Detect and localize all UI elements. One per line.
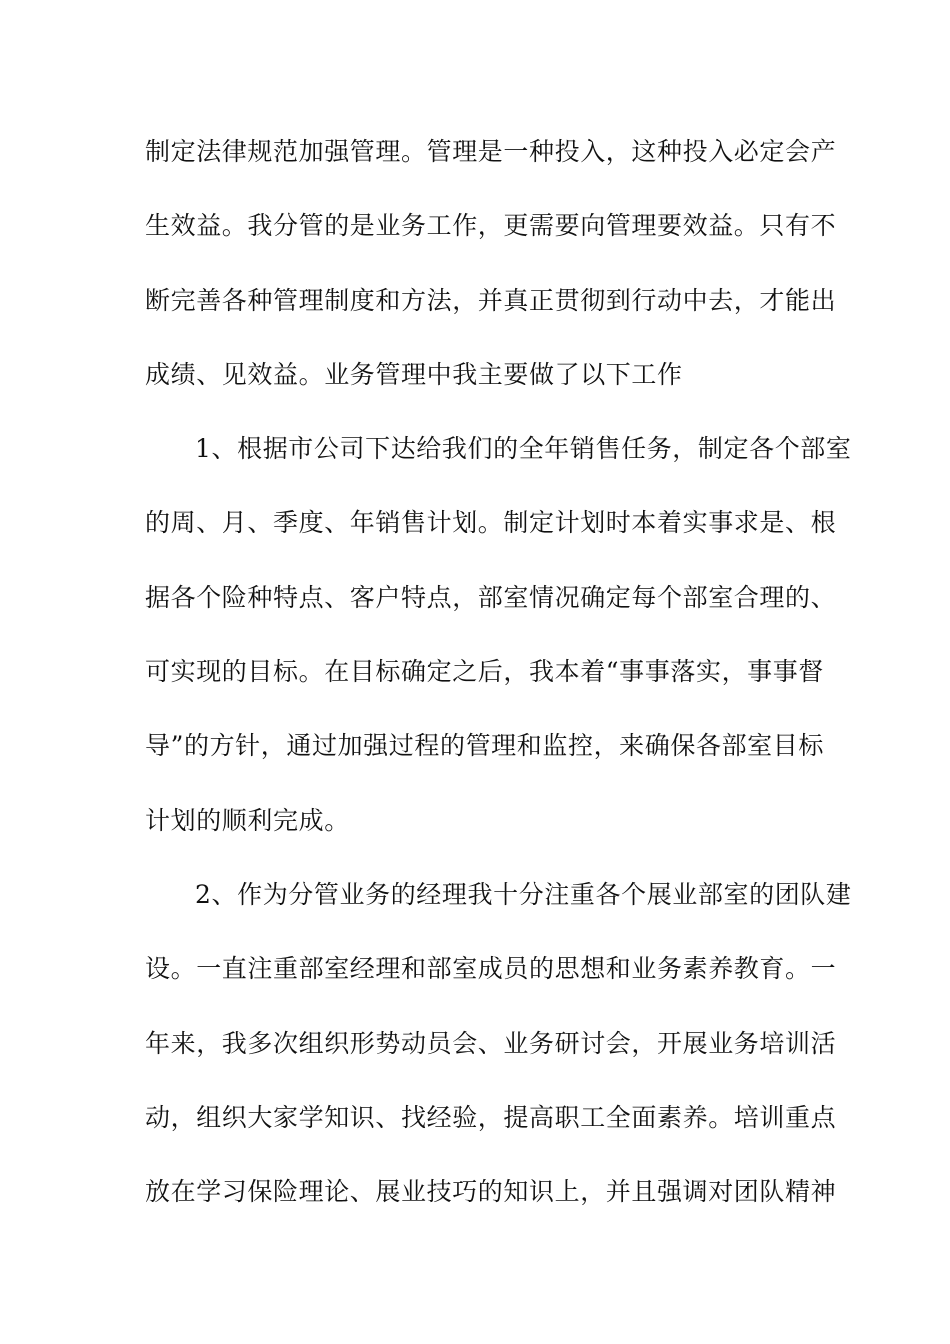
paragraph-3-line-3: 年来，我多次组织形势动员会、业务研讨会，开展业务培训活	[145, 1028, 837, 1058]
paragraph-3-line-2: 设。一直注重部室经理和部室成员的思想和业务素养教育。一	[145, 954, 837, 984]
document-body	[145, 127, 852, 1241]
paragraph-2-line-3: 据各个险种特点、客户特点，部室情况确定每个部室合理的、	[145, 582, 837, 612]
paragraph-1-line-3: 断完善各种管理制度和方法，并真正贯彻到行动中去，才能出	[145, 285, 837, 315]
paragraph-3-line-1: 2、作为分管业务的经理我十分注重各个展业部室的团队建	[195, 879, 852, 909]
paragraph-2-line-1: 1、根据市公司下达给我们的全年销售任务，制定各个部室	[195, 434, 852, 464]
paragraph-2-line-5: 导”的方针，通过加强过程的管理和监控，来确保各部室目标	[145, 731, 824, 761]
paragraph-2-line-4: 可实现的目标。在目标确定之后，我本着“事事落实，事事督	[145, 657, 824, 687]
paragraph-3-line-4: 动，组织大家学知识、找经验，提高职工全面素养。培训重点	[145, 1102, 837, 1132]
paragraph-2-line-6: 计划的顺利完成。	[145, 805, 350, 835]
paragraph-1-line-2: 生效益。我分管的是业务工作，更需要向管理要效益。只有不	[145, 211, 837, 241]
paragraph-2-line-2: 的周、月、季度、年销售计划。制定计划时本着实事求是、根	[145, 508, 837, 538]
paragraph-1-line-1: 制定法律规范加强管理。管理是一种投入，这种投入必定会产	[145, 137, 837, 166]
paragraph-3-line-5: 放在学习保险理论、展业技巧的知识上，并且强调对团队精神	[145, 1177, 837, 1207]
paragraph-1-line-4: 成绩、见效益。业务管理中我主要做了以下工作	[145, 359, 683, 389]
